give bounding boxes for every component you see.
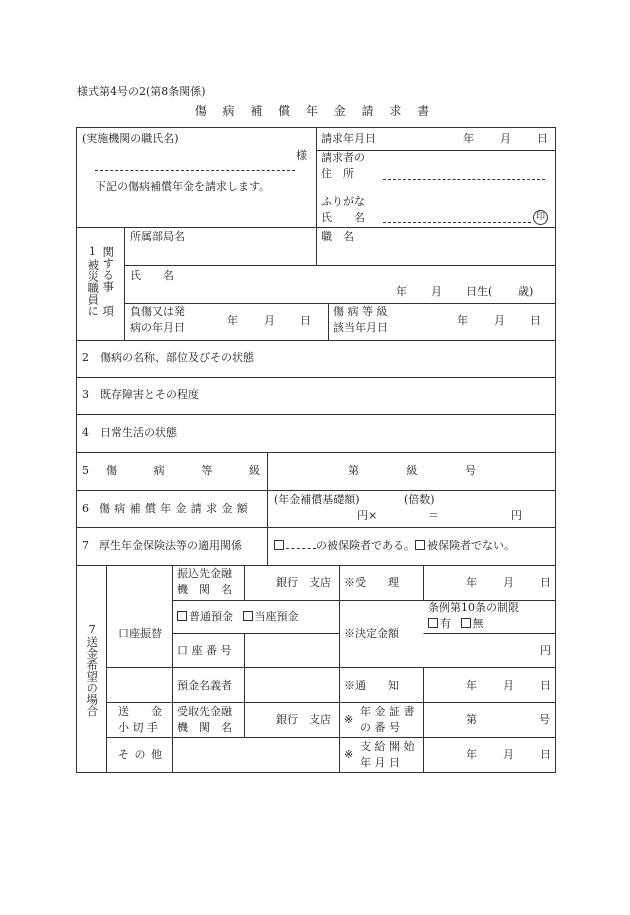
birth-year: 年 [396,285,407,298]
section1-label-col1: 被災職員 [86,259,101,305]
row5-value-char: 級 [406,464,418,477]
bank-label-1: 振込先金融 [177,567,232,580]
notice-label: ※通 知 [344,679,399,692]
recv-bank-label-1: 受取先金融 [177,705,232,718]
row7-label: 厚生年金保険法等の適用関係 [99,539,242,552]
not-insured-checkbox[interactable] [415,540,425,550]
cert-label-1: 年 金 証 書 [360,705,415,718]
deposit-type-options [177,611,299,624]
claimant-name-label: 氏 名 [321,211,365,224]
notice-month: 月 [503,679,514,692]
injury-date-label-1: 負傷又は発 [130,305,185,318]
claimant-name-blank [383,214,531,223]
grade-date-day: 日 [530,314,541,327]
cert-label-2: の 番 号 [360,721,400,734]
start-label-1: 支 給 開 始 [360,740,415,753]
insurance-type-blank[interactable] [286,540,316,549]
honorific: 様 [296,149,307,162]
row2-label: 2 傷病の名称、部位及びその状態 [82,351,254,364]
request-date-month: 月 [500,132,511,145]
cert-value-2: 号 [539,713,550,726]
row6-basis-label: (年金補償基礎額) [274,493,360,506]
cert-mark: ※ [344,713,354,726]
row6-equals: ＝ [428,509,439,522]
address-blank [383,171,545,180]
address-label-2: 住 所 [321,167,354,180]
claimant-name-field[interactable] [383,214,531,227]
bank-label-2: 機 関 名 [177,583,232,596]
employee-name-label: 氏 名 [130,269,174,282]
ordinary-deposit-label: 普通預金 [189,610,233,623]
grade-date-month: 月 [494,314,505,327]
row6-yen-times: 円× [357,509,378,522]
account-number-label: 口 座 番 号 [177,644,232,657]
ordinary-deposit-checkbox[interactable] [177,611,187,621]
start-mark: ※ [344,748,354,761]
not-insured-text: 被保険者でない。 [427,539,515,552]
start-month: 月 [503,748,514,761]
agency-name-blank [95,160,295,171]
remit-label-2: 小 切 手 [118,721,158,734]
account-transfer-label: 口座振替 [118,627,162,640]
row5-number: 5 [82,464,89,477]
row7-number: 7 [82,539,89,552]
notice-day: 日 [540,679,551,692]
row5-value-char: 第 [348,464,359,477]
row6-label: 傷 病 補 償 年 金 請 求 金 額 [99,502,249,515]
recv-bank-label-2: 機 関 名 [177,721,232,734]
recv-bank-branch: 銀行 支店 [276,713,331,726]
restriction-has-checkbox[interactable] [428,618,438,628]
insured-checkbox[interactable] [274,540,284,550]
restriction-label: 条例第10条の制限 [428,601,519,614]
restriction-none-label: 無 [472,617,484,630]
notice-year: 年 [466,679,477,692]
injury-date-year: 年 [227,314,238,327]
row5-value-char: 号 [465,464,476,477]
receipt-day: 日 [540,576,551,589]
decision-amount-yen: 円 [540,644,551,657]
grade-date-label-1: 傷 病 等 級 [333,305,388,318]
section1-label-col2: 関する事 [101,246,116,292]
department-label: 所属部局名 [130,230,185,243]
row3-label: 3 既存障害とその程度 [82,388,199,401]
current-deposit-checkbox[interactable] [243,611,253,621]
section1-number: 1 [89,245,96,258]
start-label-2: 年 月 日 [360,756,400,769]
birth-month: 月 [431,285,442,298]
bank-branch: 銀行 支店 [276,576,331,589]
row6-multiplier-label: (倍数) [404,493,435,506]
grade-date-year: 年 [457,314,468,327]
section1-label-col3: に [86,305,101,317]
current-deposit-label: 当座預金 [254,610,299,623]
insured-text: の被保険者である。 [316,539,415,552]
row4-label: 4 日常生活の状態 [82,426,177,439]
decision-amount-label: ※決定金額 [344,627,399,640]
birth-day: 日生( [466,285,493,298]
restriction-options [428,618,484,631]
seal-mark: 印 [533,210,548,225]
birth-age: 歳) [518,285,534,298]
position-label: 職 名 [321,230,354,243]
start-year: 年 [466,748,477,761]
row5-label-char: 病 [153,464,165,477]
cert-value-1: 第 [466,713,477,726]
injury-date-month: 月 [264,314,275,327]
injury-date-day: 日 [300,314,311,327]
receipt-label: ※受 理 [344,576,399,589]
restriction-has-label: 有 [440,617,451,630]
furigana-label: ふりがな [321,195,365,208]
account-holder-label: 預金名義者 [177,679,232,692]
row5-label-char: 級 [248,464,260,477]
form-number: 様式第4号の2(第8条関係) [77,85,206,98]
start-day: 日 [540,748,551,761]
row6-number: 6 [82,502,89,515]
injury-date-label-2: 病の年月日 [130,321,185,334]
receipt-year: 年 [466,576,477,589]
address-field[interactable] [383,171,545,184]
receipt-month: 月 [503,576,514,589]
other-label: そ の 他 [118,748,163,761]
row5-value [348,465,476,478]
address-label-1: 請求者の [321,151,365,164]
grade-date-label-2: 該当年月日 [333,321,388,334]
request-date-year: 年 [463,132,474,145]
remit-label-1: 送 金 [118,705,162,718]
request-text: 下記の傷病補償年金を請求します。 [95,180,271,193]
agency-name-field[interactable] [95,160,295,175]
remittance-side-label: 7送金希望の場合 [85,622,100,717]
row5-label [106,465,260,478]
row5-label-char: 傷 [106,464,117,477]
form-title: 傷 病 補 償 年 金 請 求 書 [194,104,436,118]
agency-label: (実施機関の職氏名) [82,132,179,145]
section1-label-col4: 項 [101,305,116,317]
row5-label-char: 等 [201,464,213,477]
restriction-none-checkbox[interactable] [461,618,471,628]
row7-options [274,540,515,553]
request-date-day: 日 [537,132,548,145]
row6-yen: 円 [511,509,522,522]
request-date-label: 請求年月日 [321,132,376,145]
